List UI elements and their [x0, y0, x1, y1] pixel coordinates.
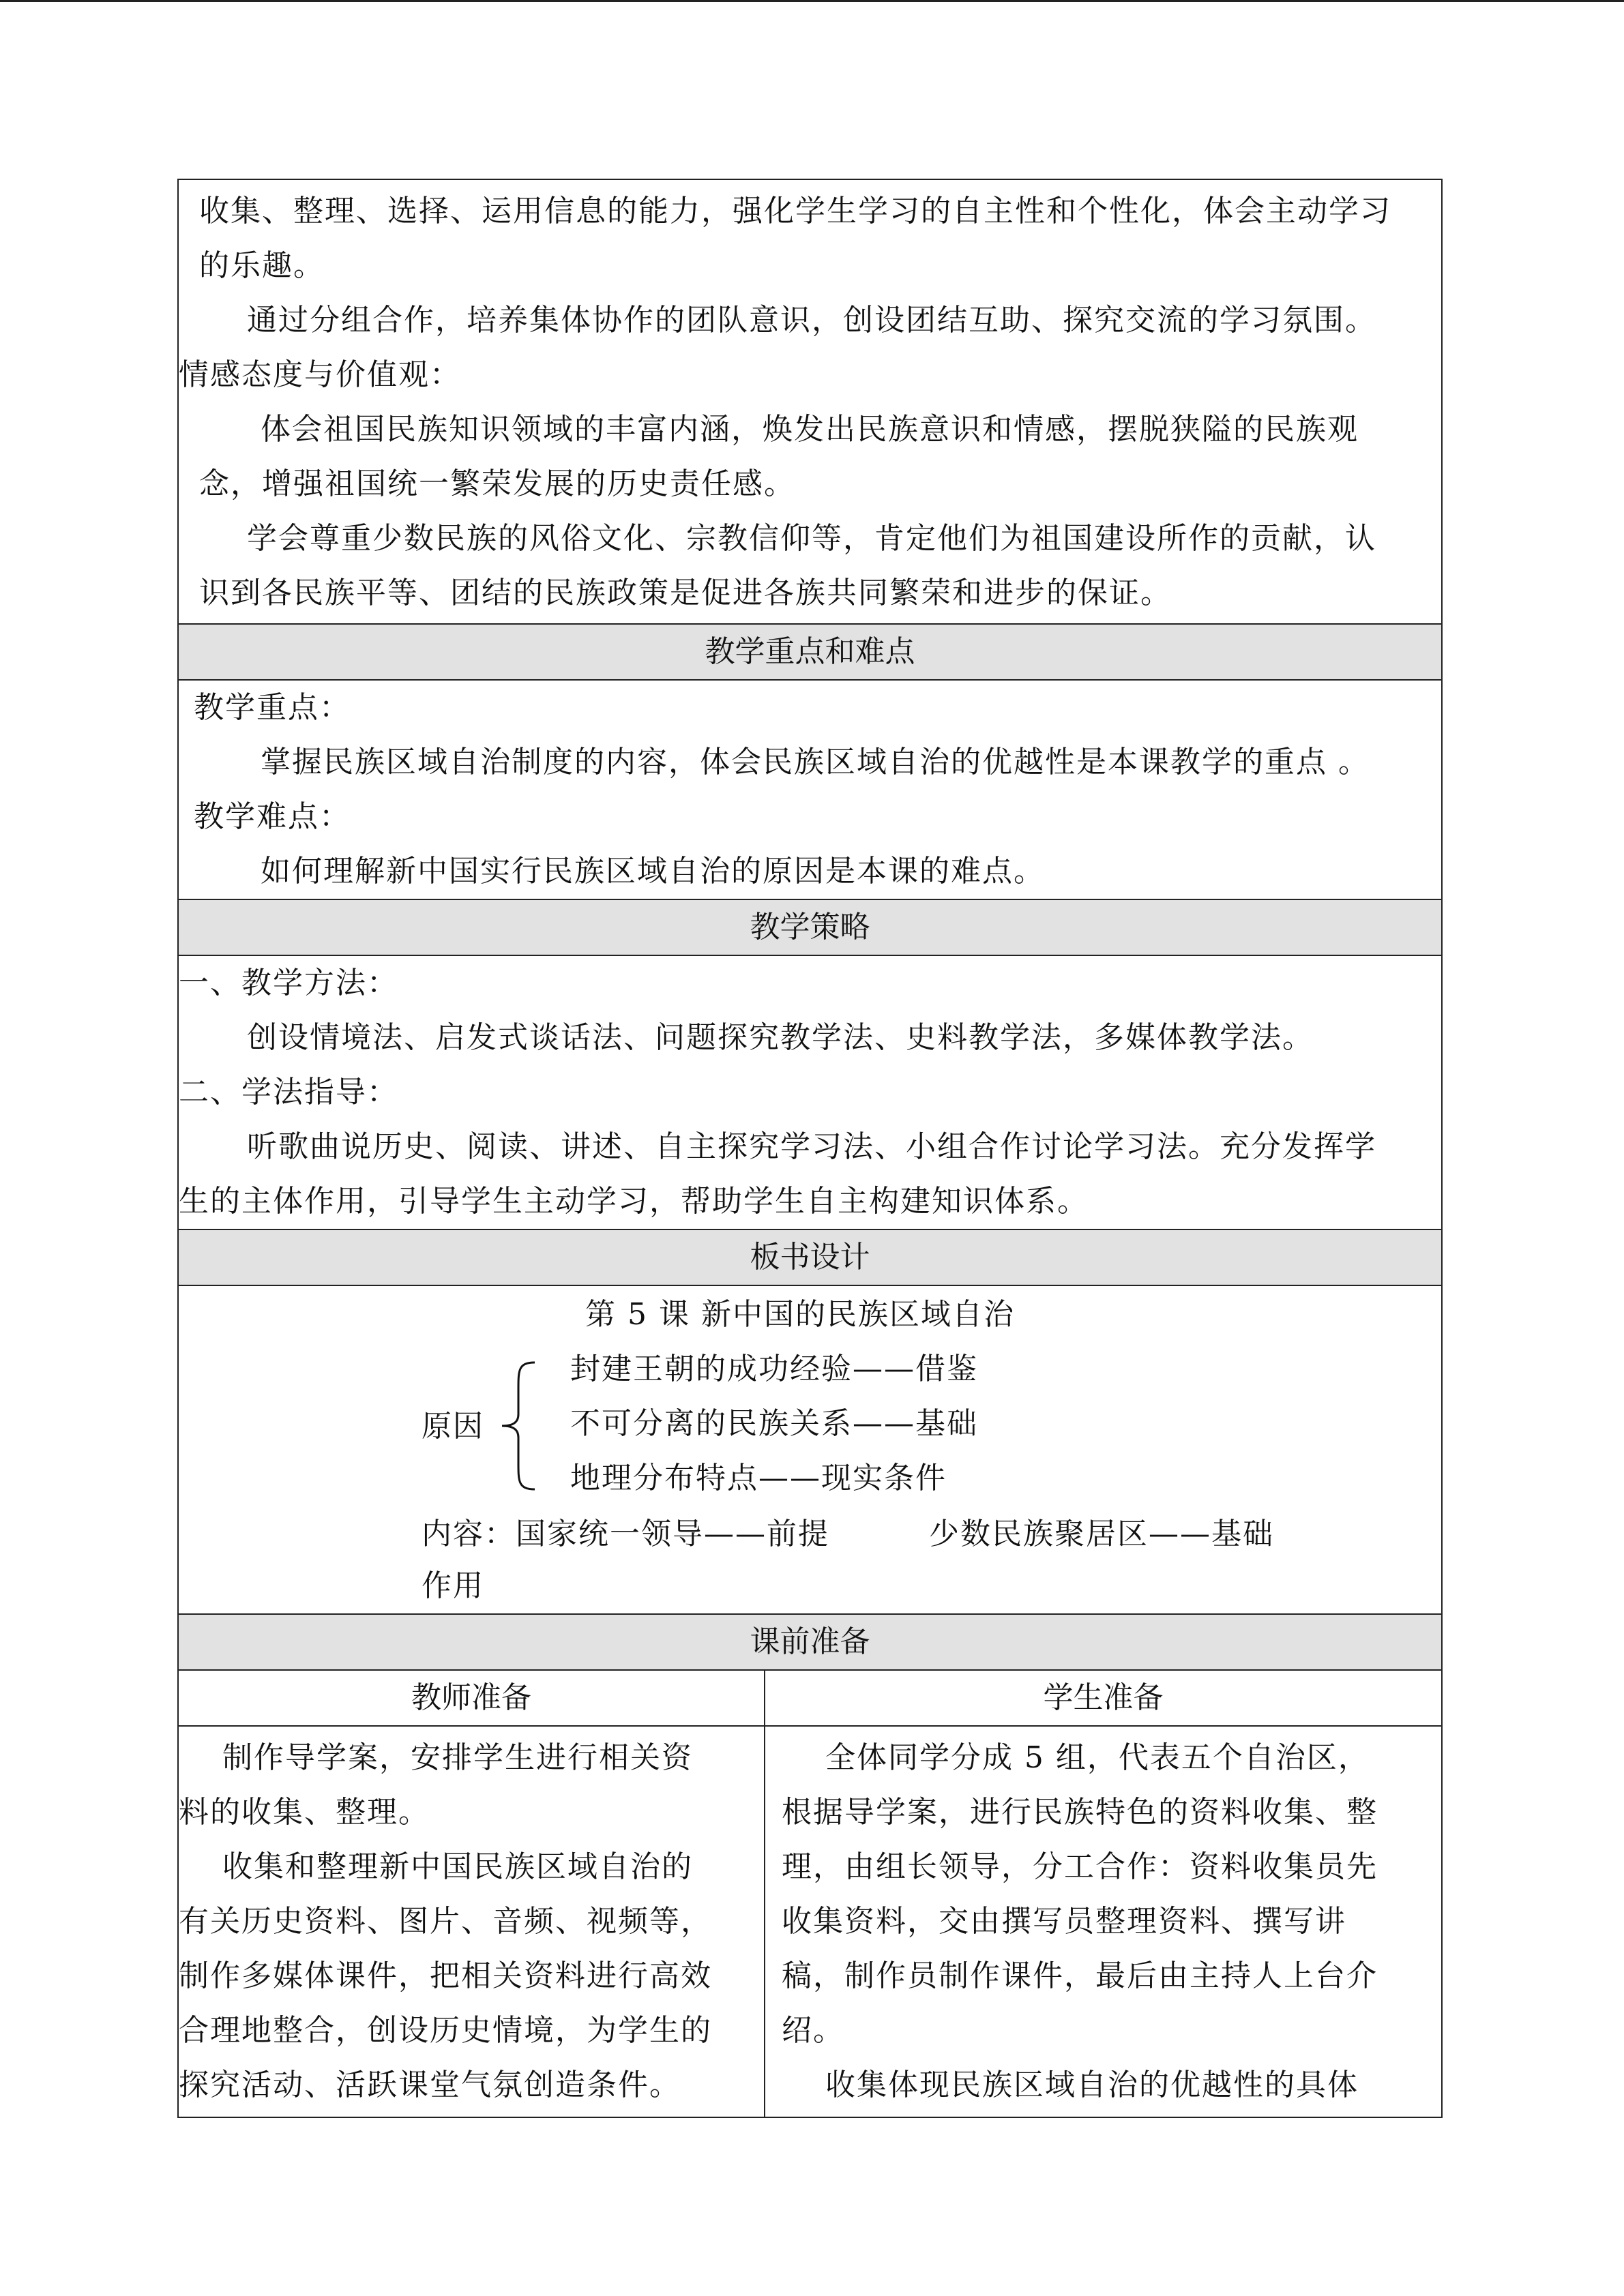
key-points-row [178, 680, 1442, 899]
guide-text: 生的主体作用，引导学生主动学习，帮助学生自主构建知识体系。 [179, 1184, 1089, 1219]
method-label: 一、教学方法： [179, 966, 398, 1000]
board-title: 第 5 课 新中国的民族区域自治 [585, 1297, 1015, 1332]
teacher-prep-line: 探究活动、活跃课堂气氛创造条件。 [179, 2068, 681, 2102]
section-header-row [178, 1229, 1442, 1285]
section-header-row [178, 899, 1442, 955]
objectives-line: 学会尊重少数民族的风俗文化、宗教信仰等，肯定他们为祖国建设所作的贡献，认 [247, 521, 1376, 556]
student-prep-line: 收集体现民族区域自治的优越性的具体 [782, 2068, 1359, 2102]
student-prep-line: 全体同学分成 5 组，代表五个自治区， [782, 1740, 1370, 1775]
board-header: 板书设计 [178, 1229, 1442, 1285]
lesson-plan-table [177, 179, 1443, 2118]
objectives-line: 通过分组合作，培养集体协作的团队意识，创设团结互助、探究交流的学习氛围。 [247, 303, 1376, 338]
student-prep-cell [765, 1726, 1442, 2117]
objectives-line: 体会祖国民族知识领域的丰富内涵，焕发出民族意识和情感，摆脱狭隘的民族观 [261, 412, 1359, 447]
student-prep-line: 绍。 [782, 2013, 844, 2048]
difficulty-text: 如何理解新中国实行民族区域自治的原因是本课的难点。 [261, 854, 1045, 889]
preparation-content-row [178, 1726, 1442, 2117]
reason-item: 封建王朝的成功经验——借鉴 [570, 1352, 978, 1386]
focus-text: 掌握民族区域自治制度的内容，体会民族区域自治的优越性是本课教学的重点 。 [261, 745, 1370, 779]
method-text: 创设情境法、启发式谈话法、问题探究教学法、史料教学法，多媒体教学法。 [247, 1020, 1314, 1055]
page-top-border [0, 0, 1624, 2]
section-header-row [178, 1614, 1442, 1670]
key-points-cell [178, 680, 1442, 899]
preparation-header: 课前准备 [178, 1614, 1442, 1670]
content-line-right: 少数民族聚居区——基础 [929, 1517, 1274, 1551]
teacher-prep-line: 料的收集、整理。 [179, 1795, 430, 1830]
student-prep-line: 理，由组长领导，分工合作：资料收集员先 [782, 1849, 1378, 1884]
reason-label: 原因 [422, 1409, 484, 1444]
student-prep-line: 稿，制作员制作课件，最后由主持人上台介 [782, 1958, 1378, 1993]
reason-item: 地理分布特点——现实条件 [570, 1461, 947, 1495]
teacher-prep-line: 合理地整合，创设历史情境，为学生的 [179, 2013, 712, 2048]
objectives-cell [178, 179, 1442, 624]
strategy-header: 教学策略 [178, 899, 1442, 955]
teacher-prep-line: 制作导学案，安排学生进行相关资 [179, 1740, 693, 1775]
guide-label: 二、学法指导： [179, 1075, 398, 1109]
teacher-prep-header: 教师准备 [178, 1670, 765, 1726]
section-header-row [178, 624, 1442, 680]
board-design [179, 1286, 1441, 1613]
strategy-cell [178, 955, 1442, 1229]
teacher-prep-line: 制作多媒体课件，把相关资料进行高效 [179, 1958, 712, 1993]
objectives-row [178, 179, 1442, 624]
content-line: 内容：国家统一领导——前提 [422, 1517, 829, 1551]
teacher-prep-line: 有关历史资料、图片、音频、视频等， [179, 1904, 712, 1939]
student-prep-line: 收集资料，交由撰写员整理资料、撰写讲 [782, 1904, 1346, 1939]
student-prep-line: 根据导学案，进行民族特色的资料收集、整 [782, 1795, 1378, 1830]
board-row [178, 1285, 1442, 1614]
key-points-header: 教学重点和难点 [178, 624, 1442, 680]
objectives-line: 识到各民族平等、团结的民族政策是促进各族共同繁荣和进步的保证。 [199, 576, 1172, 610]
emotion-label: 情感态度与价值观： [179, 357, 461, 392]
board-cell [178, 1285, 1442, 1614]
focus-label: 教学重点： [194, 690, 351, 725]
objectives-line: 的乐趣。 [199, 248, 325, 283]
objectives-line: 念，增强祖国统一繁荣发展的历史责任感。 [199, 466, 795, 501]
teacher-prep-line: 收集和整理新中国民族区域自治的 [179, 1849, 693, 1884]
strategy-row [178, 955, 1442, 1229]
student-prep-header: 学生准备 [765, 1670, 1442, 1726]
preparation-subheader-row [178, 1670, 1442, 1726]
teacher-prep-cell [178, 1726, 765, 2117]
role-label: 作用 [422, 1568, 484, 1603]
guide-text: 听歌曲说历史、阅读、讲述、自主探究学习法、小组合作讨论学习法。充分发挥学 [247, 1129, 1376, 1164]
reason-item: 不可分离的民族关系——基础 [570, 1406, 978, 1441]
brace-icon [499, 1361, 540, 1491]
objectives-line: 收集、整理、选择、运用信息的能力，强化学生学习的自主性和个性化，体会主动学习 [199, 194, 1391, 228]
difficulty-label: 教学难点： [194, 799, 351, 834]
